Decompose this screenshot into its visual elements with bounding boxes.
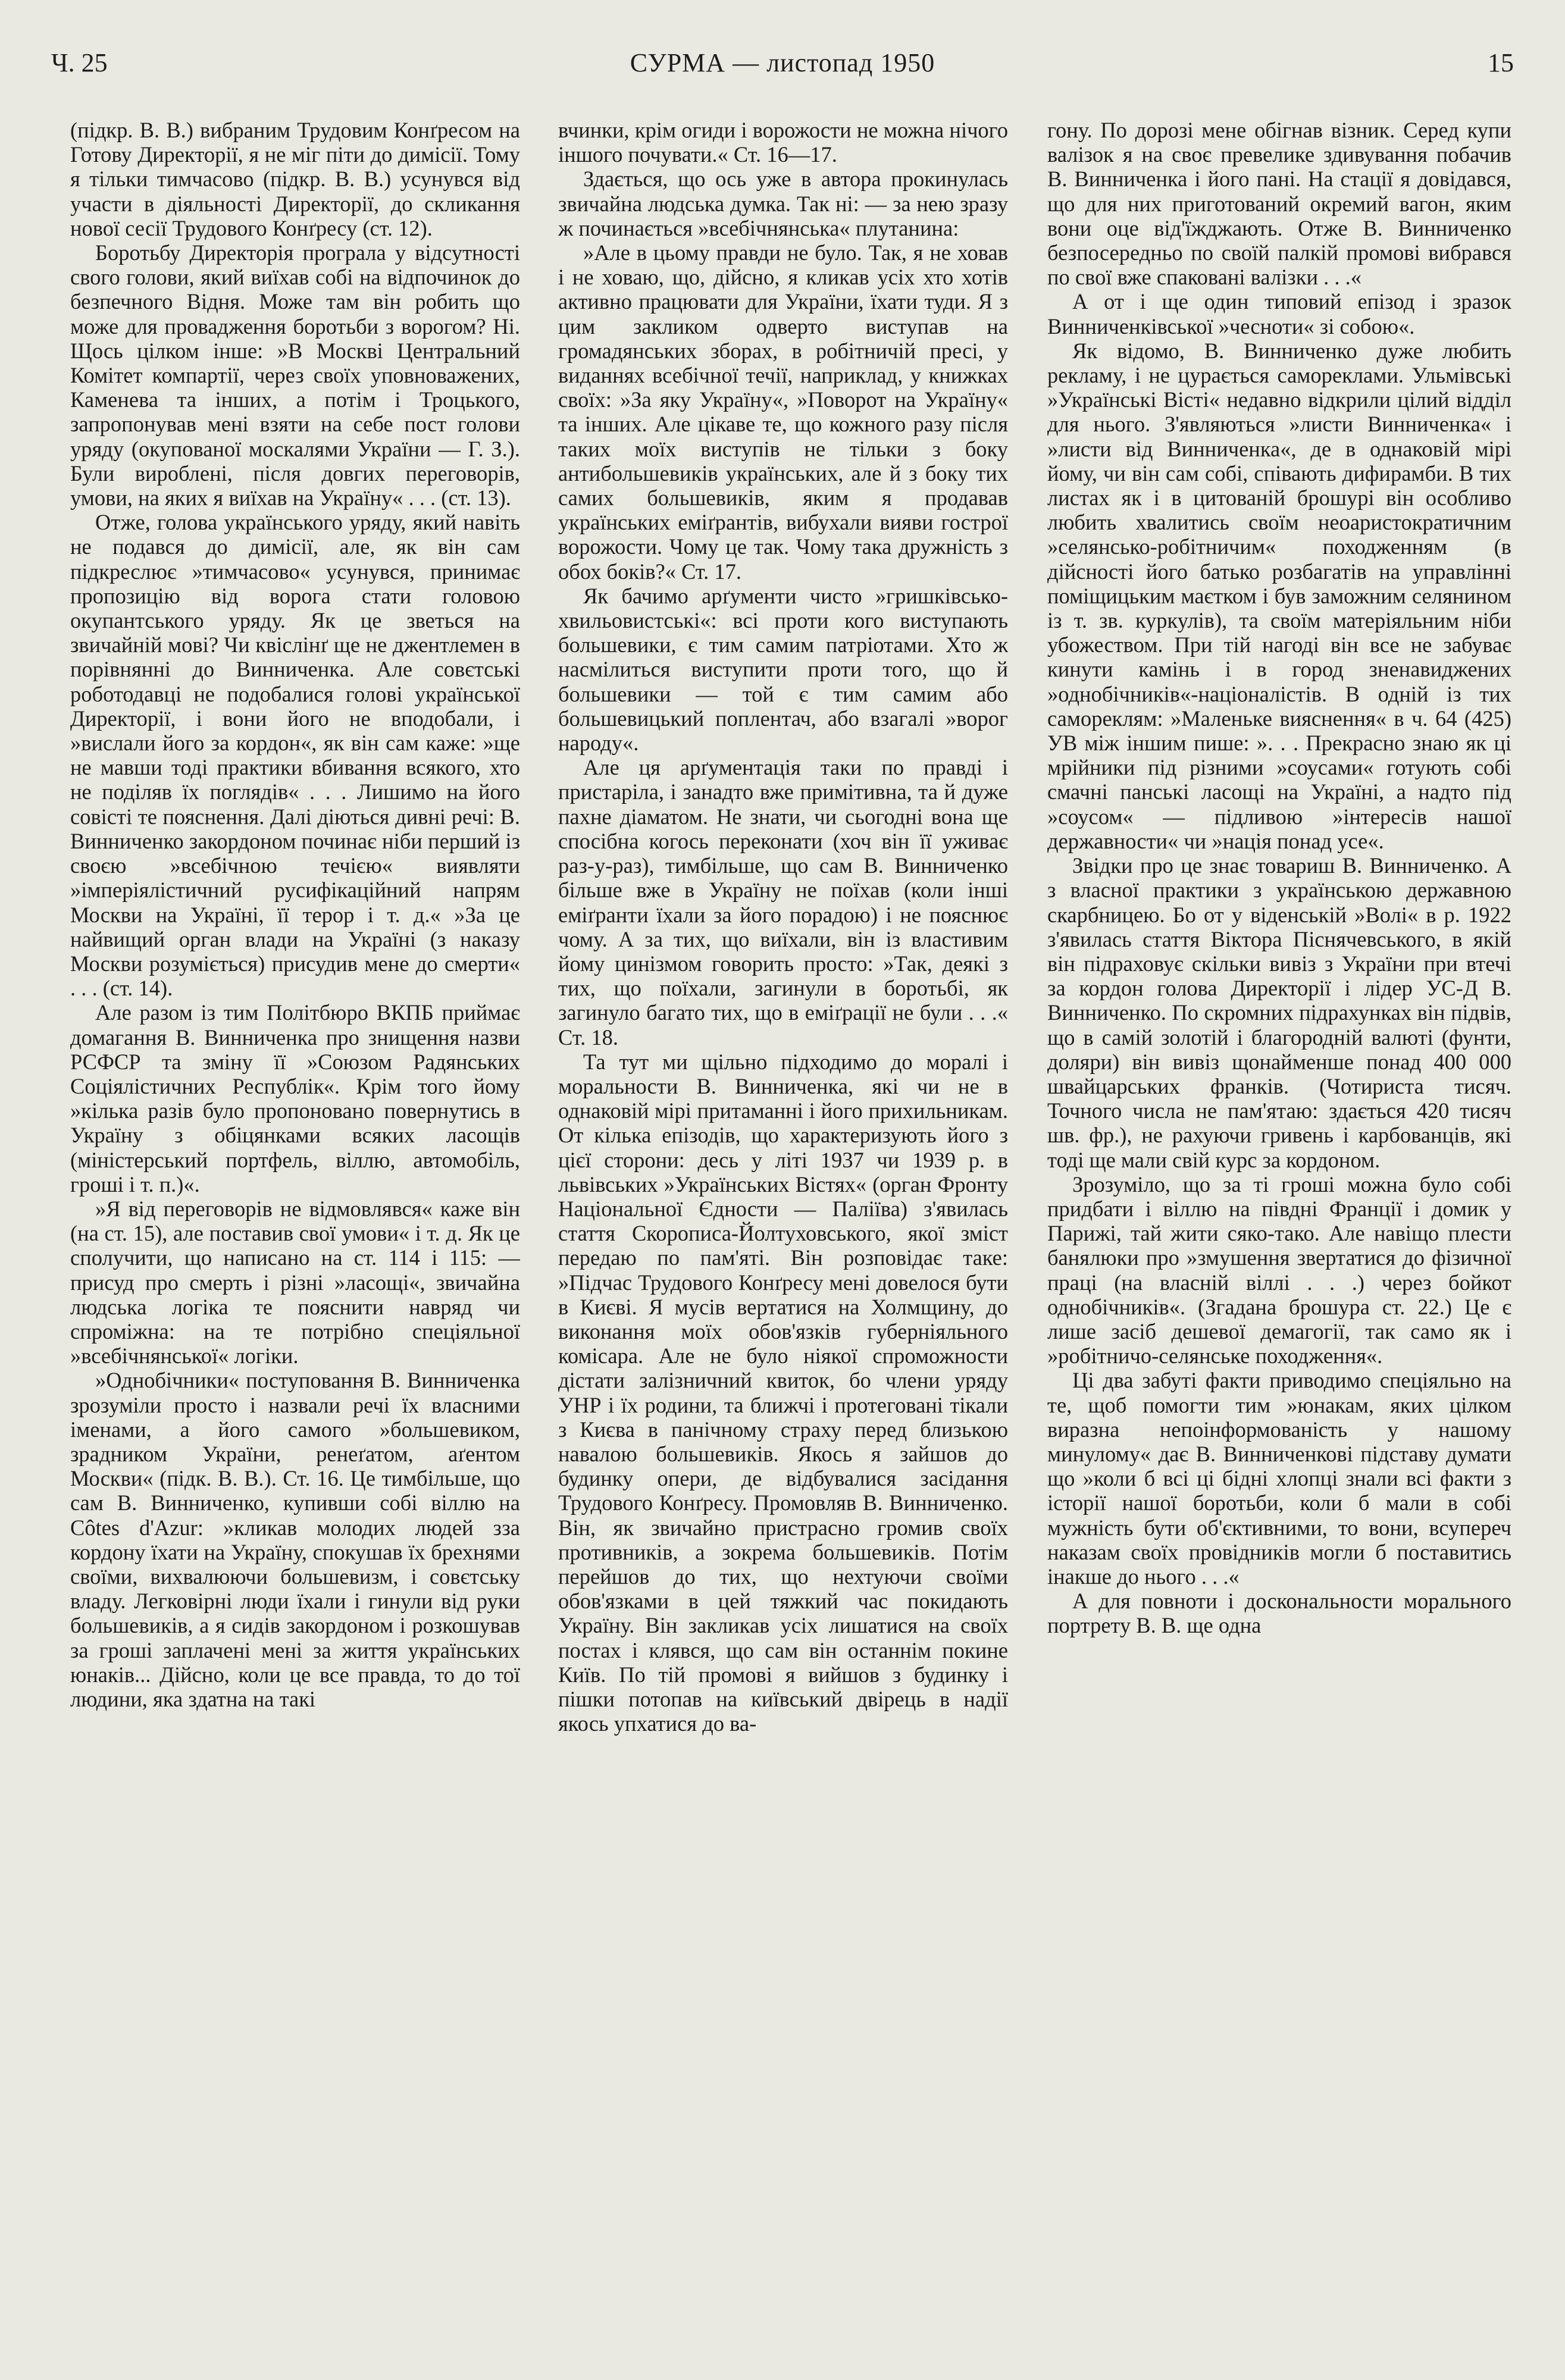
paragraph: Здається, що ось уже в автора прокинулась звичайна людська думка. Так ні: — за нею зразу ж починається »всебічнянська« плутанина: xyxy=(558,167,1008,240)
paragraph: А для повноти і доскональности морального портрету В. В. ще одна xyxy=(1047,1589,1511,1638)
paragraph: Як бачимо арґументи чисто »гришківсько-хвильовистські«: всі проти кого виступають большевики, є тим самим патріотами. Хто ж насмілиться виступити проти того, що й большевики — той є тим самим або большевицький поплентач, або взагалі »ворог народу«. xyxy=(558,583,1008,756)
paragraph: Зрозуміло, що за ті гроші можна було собі придбати і віллю на півдні Франції і домик у Парижі, тай жити сяко-тако. Але навіщо плести банялюки про »змушення звертатися до фізичної праці (на власній віллі . . .) через бойкот однобічників«. (Згадана брошура ст. 22.) Це є лише засіб дешевої демагогії, так само як і »робітничо-селянське походження«. xyxy=(1047,1172,1511,1368)
text-column-3 xyxy=(1047,118,1511,2367)
paragraph: Та тут ми щільно підходимо до моралі і моральности В. Винниченка, які чи не в однаковій мірі притаманні і його прихильникам. От кілька епізодів, що характеризують його з цієї сторони: десь у літі 1937 чи 1939 р. в львівських »Українських Вістях« (орган Фронту Національної Єдности — Паліїва) з'явилась стаття Скорописа-Йолтуховського, якої зміст передаю по пам'яті. Він розповідає таке: »Підчас Трудового Конґресу мені довелося бути в Києві. Я мусів вертатися на Холмщину, до виконання моїх обов'язків губерніяльного комісара. Але не було ніякої спроможности дістати залізничний квиток, бо члени уряду УНР і їх родини, та ближчі і протеговані тікали з Києва в панічному страху перед близькою навалою большевиків. Якось я зайшов до будинку опери, де відбувалися засідання Трудового Конґресу. Промовляв В. Винниченко. Він, як звичайно пристрасно громив своїх противників, а зокрема большевиків. Потім перейшов до тих, що нехтуючи своїми обов'язками в цей тяжкий час покидають Україну. Він закликав усіх лишатися на своїх постах і клявся, що сам він останнім покине Київ. По тій промові я вийшов з будинку і пішки потопав на київський двірець в надії якось упхатися до ва- xyxy=(558,1049,1008,1736)
paragraph: »Я від переговорів не відмовлявся« каже він (на ст. 15), але поставив свої умови« і т. д. Як це сполучити, що написано на ст. 114 і 115: — присуд про смерть і різні »ласощі«, звичайна людська логіка те пояснити навряд чи спроміжна: на те потрібно спеціяльної »всебічнянської« логіки. xyxy=(70,1196,520,1368)
paragraph: Боротьбу Директорія програла у відсутності свого голови, який виїхав собі на відпочинок до безпечного Відня. Може там він робить що може для провадження боротьби з ворогом? Ні. Щось цілком інше: »В Москві Центральний Комітет компартії, через своїх уповноважених, Каменева та інших, а потім і Троцького, запропонував мені взяти на себе пост голови уряду (окупованої москалями України — Г. З.). Були вироблені, після довгих переговорів, умови, на яких я виїхав на Україну« . . . (ст. 13). xyxy=(70,240,520,511)
page-header xyxy=(51,48,1514,89)
paragraph: Ці два забуті факти приводимо спеціяльно на те, щоб помогти тим »юнакам, яких цілком виразна непоінформованість у нашому минулому« дає В. Винниченкові підставу думати що »коли б всі ці бідні хлопці знали всі факти з історії нашої боротьби, коли б мали в собі мужність бути об'єктивними, то вони, всупереч наказам своїх провідників могли б поставитись інакше до нього . . .« xyxy=(1047,1368,1511,1589)
paragraph: »Однобічники« поступовання В. Винниченка зрозуміли просто і назвали речі їх власними іменами, а його самого »большевиком, зрадником України, ренеґатом, аґентом Москви« (підк. В. В.). Ст. 16. Це тимбільше, що сам В. Винниченко, купивши собі віллю на Côtes d'Azur: »кликав молодих людей зза кордону їхати на Україну, спокушав їх брехнями своїми, вихвалюючи большевизм, і совєтську владу. Легковірні люди їхали і гинули від руки большевиків, а я сидів закордоном і розкошував за гроші заплачені мені за життя українських юнаків... Дійсно, коли це все правда, то до тої людини, яка здатна на такі xyxy=(70,1368,520,1711)
paragraph: Але ця арґументація таки по правді і пристаріла, і занадто вже примітивна, та й дуже пахне діаматом. Не знати, чи сьогодні вона ще спосібна когось переконати (хоч він її уживає раз-у-раз), тимбільше, що сам В. Винниченко більше вже в Україну не поїхав (коли інші еміґранти їхали за його порадою) і не пояснює чому. А за тих, що виїхали, він із властивим йому цинізмом говорить просто: »Так, деякі з тих, що поїхали, загинули в боротьбі, як загинуло багато тих, що в еміґрації не були . . .« Ст. 18. xyxy=(558,755,1008,1050)
text-column-1 xyxy=(70,118,520,2367)
paragraph: Отже, голова українського уряду, який навіть не подався до димісії, але, як він сам підкреслює »тимчасово« усунувся, принимає пропозицію від ворога стати головою окупантського уряду. Як це зветься на звичайній мові? Чи квіслінґ ще не джентлемен в порівнянні до Винниченка. Але совєтські роботодавці не подобалися голові української Директорії, і вони його не вподобали, і »вислали його за кордон«, як він сам каже: »ще не мавши тоді практики вбивання всякого, хто не поділяв їх поглядів« . . . Лишимо на його совісті те пояснення. Далі діються дивні речі: В. Винниченко закордоном починає ніби перший із своєю »всебічною течією« виявляти »імперіялістичний русифікаційний напрям Москви на Україні, її терор і т. д.« »За це найвищий орган влади на Україні (з наказу Москви розуміється) присудив мене до смерти« . . . (ст. 14). xyxy=(70,510,520,1001)
paragraph: Звідки про це знає товариш В. Винниченко. А з власної практики з українською державною скарбницею. Бо от у віденській »Волі« в р. 1922 з'явилась стаття Віктора Піснячевського, в якій він підраховує скільки вивіз з України при втечі за кордон голова Директорії і лідер УС-Д В. Винниченко. По скромних підрахунках він підвів, що в самій золотій і благородній валюті (фунти, доляри) він вивіз щонайменше понад 400 000 швайцарських франків. (Чотириста тисяч. Точного числа не пам'ятаю: здається 420 тисяч шв. фр.), не рахуючи гривень і карбованців, які тоді ще мали свій курс за кордоном. xyxy=(1047,853,1511,1172)
page-number: 15 xyxy=(1488,48,1514,77)
journal-title-date: СУРМА — листопад 1950 xyxy=(630,48,935,77)
text-column-2 xyxy=(558,118,1008,2367)
issue-number: Ч. 25 xyxy=(51,48,108,77)
paragraph: гону. По дорозі мене обігнав візник. Серед купи валізок я на своє превелике здивування побачив В. Винниченка і його пані. На стації я довідався, що для них приготований окремий вагон, яким вони оце від'їжджають. Отже В. Винниченко безпосередньо по своїй палкій промові вибрався по свої вже спаковані валізки . . .« xyxy=(1047,118,1511,290)
paragraph: А от і ще один типовий епізод і зразок Винниченківської »чесноти« зі собою«. xyxy=(1047,289,1511,339)
paragraph: Але разом із тим Політбюро ВКПБ приймає домагання В. Винниченка про знищення назви РСФСР та зміну її »Союзом Радянських Соціялістичних Республік«. Крім того йому »кілька разів було пропоновано повернутись в Україну з обіцянками всяких ласощів (міністерський портфель, віллю, автомобіль, гроші і т. п.)«. xyxy=(70,1000,520,1197)
paragraph: Як відомо, В. Винниченко дуже любить рекламу, і не цурається самореклами. Ульмівські »Українські Вісті« недавно відкрили цілий відділ для нього. З'являються »листи Винниченка« і »листи від Винниченка«, де в однаковій мірі йому, чи він сам собі, співають дифирамби. В тих листах як і в цитованій брошурі він особливо любить хвалитись своїм неоаристократичним »селянсько-робітничим« походженням (в дійсності його батько розбагатів на управлінні поміщицьким маєтком і був заможним селянином із т. зв. куркулів), та своїм матеріяльним ніби убожеством. При тій нагоді він все не забуває кинути камінь і в город зненавиджених »однобічників«-націоналістів. В одній із тих самореклям: »Маленьке вияснення« в ч. 64 (425) УВ між іншим пише: ». . . Прекрасно знаю як ці мрійники під різними »соусами« готують собі смачні панські ласощі на Україні, а надто під »соусом« — підливою »інтересів нашої державности« чи »нація понад усе«. xyxy=(1047,338,1511,853)
paragraph: вчинки, крім огиди і ворожости не можна нічого іншого почувати.« Ст. 16—17. xyxy=(558,118,1008,167)
paragraph: »Але в цьому правди не було. Так, я не ховав і не ховаю, що, дійсно, я кликав усіх хто хотів активно працювати для України, їхати туди. Я з цим закликом одверто виступав на громадянських зборах, в робітничій пресі, у виданнях всебічної течії, наприклад, у книжках своїх: »За яку Україну«, »Поворот на Україну« та інших. Але цікаве те, що кожного разу після таких моїх виступів не тільки з боку антибольшевиків українських, але й з боку тих самих большевиків, яким я продавав українських еміґрантів, вибухали вияви гострої ворожости. Чому це так. Чому така дружність з обох боків?« Ст. 17. xyxy=(558,240,1008,584)
paragraph: (підкр. В. В.) вибраним Трудовим Конґресом на Готову Директорії, я не міг піти до димісії. Тому я тільки тимчасово (підкр. В. В.) усунувся від участи в діяльності Директорії, до скликання нової сесії Трудового Конґресу (ст. 12). xyxy=(70,118,520,240)
